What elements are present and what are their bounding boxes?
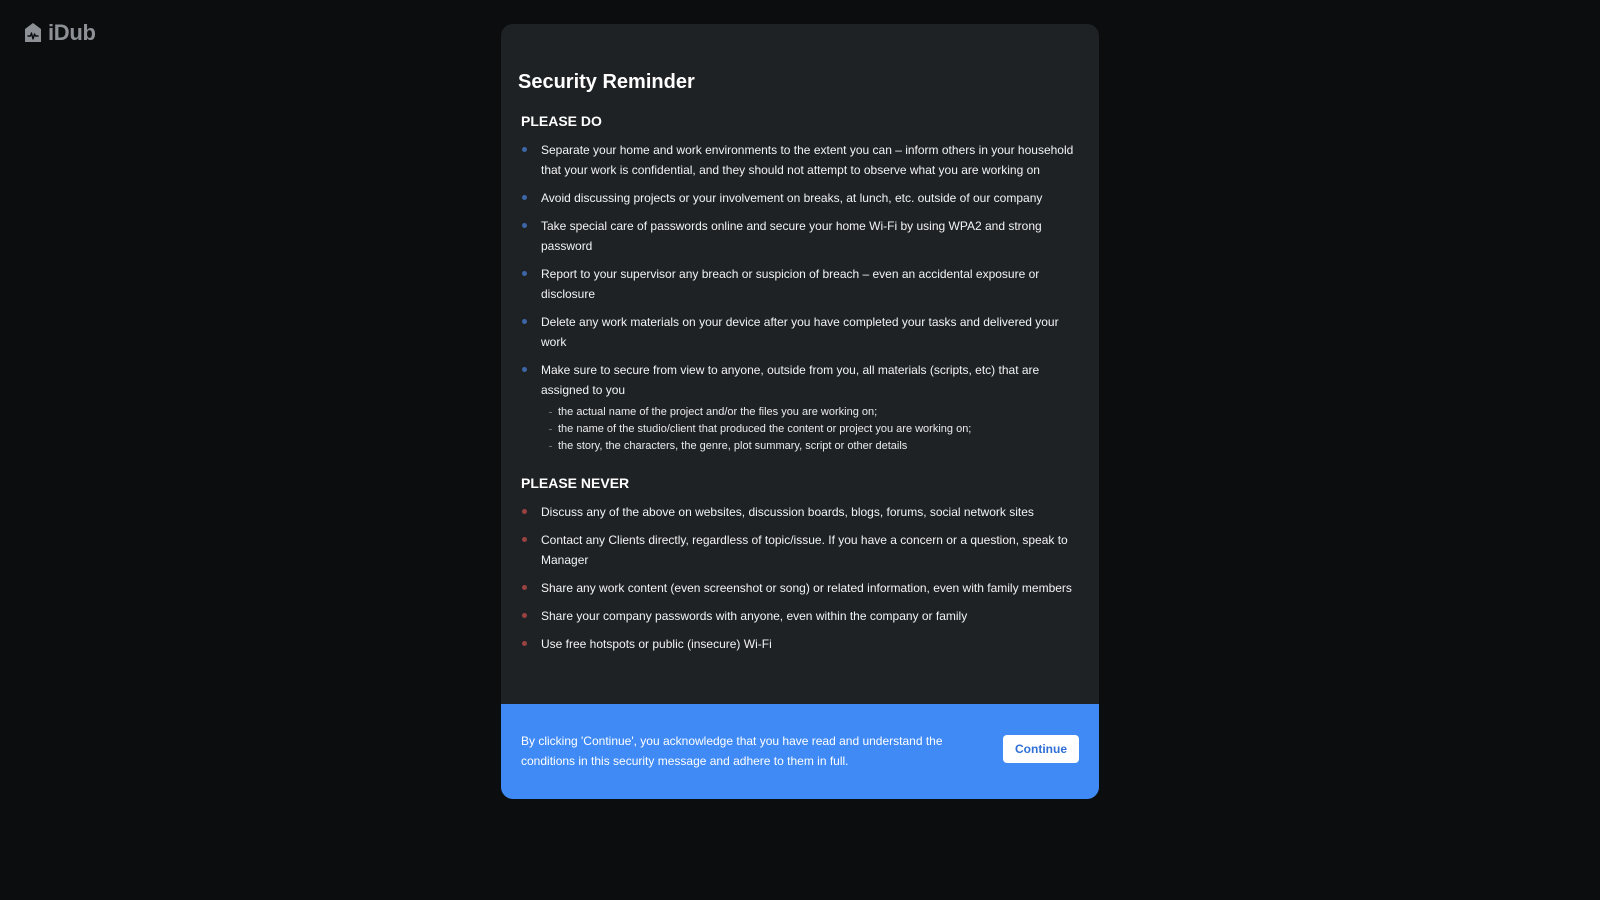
please-do-item-text: Avoid discussing projects or your involvement on breaks, at lunch, etc. outside of our company	[541, 191, 1043, 205]
dialog-title: Security Reminder	[518, 71, 695, 93]
bullet-icon	[522, 147, 527, 152]
please-do-subitem-text: the actual name of the project and/or the files you are working on;	[558, 406, 878, 418]
bullet-icon	[522, 195, 527, 200]
please-do-item	[521, 216, 1079, 256]
bullet-icon	[522, 509, 527, 514]
please-do-item-text: Delete any work materials on your device after you have completed your tasks and delivered your work	[541, 315, 1059, 349]
acknowledgement-footer	[501, 704, 1099, 799]
please-do-subitem	[541, 404, 1079, 421]
brand-logo	[24, 20, 96, 46]
please-never-item	[521, 634, 1079, 654]
acknowledgement-text: By clicking 'Continue', you acknowledge that you have read and understand the conditions in this security message and adhere to them in full.	[521, 733, 943, 768]
please-never-item	[521, 502, 1079, 522]
bullet-icon	[522, 613, 527, 618]
please-do-sublist	[541, 404, 1079, 455]
dialog-body	[501, 24, 1099, 654]
bullet-icon	[522, 585, 527, 590]
please-do-item-text: Make sure to secure from view to anyone, outside from you, all materials (scripts, etc) that are assigned to you	[541, 363, 1040, 397]
home-icon	[24, 22, 42, 44]
bullet-icon	[522, 319, 527, 324]
please-never-item	[521, 578, 1079, 598]
please-do-subitem-text: the name of the studio/client that produced the content or project you are working on;	[558, 423, 972, 435]
sub-bullet-icon	[549, 429, 552, 430]
please-do-subitem	[541, 438, 1079, 455]
sub-bullet-icon	[549, 412, 552, 413]
please-do-item	[521, 360, 1079, 455]
bullet-icon	[522, 271, 527, 276]
bullet-icon	[522, 223, 527, 228]
please-never-item	[521, 606, 1079, 626]
please-do-item	[521, 312, 1079, 352]
please-do-item	[521, 140, 1079, 180]
please-never-item-text: Share your company passwords with anyone, even within the company or family	[541, 609, 968, 623]
please-never-item-text: Contact any Clients directly, regardless of topic/issue. If you have a concern or a question, speak to Manager	[541, 533, 1068, 567]
brand-name: iDub	[48, 20, 96, 45]
continue-button[interactable]: Continue	[1003, 735, 1079, 763]
bullet-icon	[522, 537, 527, 542]
please-never-heading: PLEASE NEVER	[521, 475, 630, 491]
please-do-item-text: Take special care of passwords online and secure your home Wi-Fi by using WPA2 and strong password	[541, 219, 1042, 253]
please-do-subitem-text: the story, the characters, the genre, plot summary, script or other details	[558, 440, 908, 452]
bullet-icon	[522, 367, 527, 372]
please-do-item	[521, 188, 1079, 208]
please-never-item-text: Use free hotspots or public (insecure) Wi-Fi	[541, 637, 772, 651]
please-never-item	[521, 530, 1079, 570]
please-do-item-text: Separate your home and work environments to the extent you can – inform others in your household that your work is confidential, and they should not attempt to observe what you are working on	[541, 143, 1074, 177]
please-do-heading: PLEASE DO	[521, 113, 602, 129]
please-never-item-text: Share any work content (even screenshot or song) or related information, even with family members	[541, 581, 1072, 595]
please-never-list	[518, 502, 1079, 654]
bullet-icon	[522, 641, 527, 646]
sub-bullet-icon	[549, 446, 552, 447]
security-reminder-dialog	[501, 24, 1099, 799]
please-do-list	[518, 140, 1079, 455]
please-do-item	[521, 264, 1079, 304]
please-do-subitem	[541, 421, 1079, 438]
please-do-item-text: Report to your supervisor any breach or suspicion of breach – even an accidental exposure or disclosure	[541, 267, 1040, 301]
please-never-item-text: Discuss any of the above on websites, discussion boards, blogs, forums, social network sites	[541, 505, 1034, 519]
